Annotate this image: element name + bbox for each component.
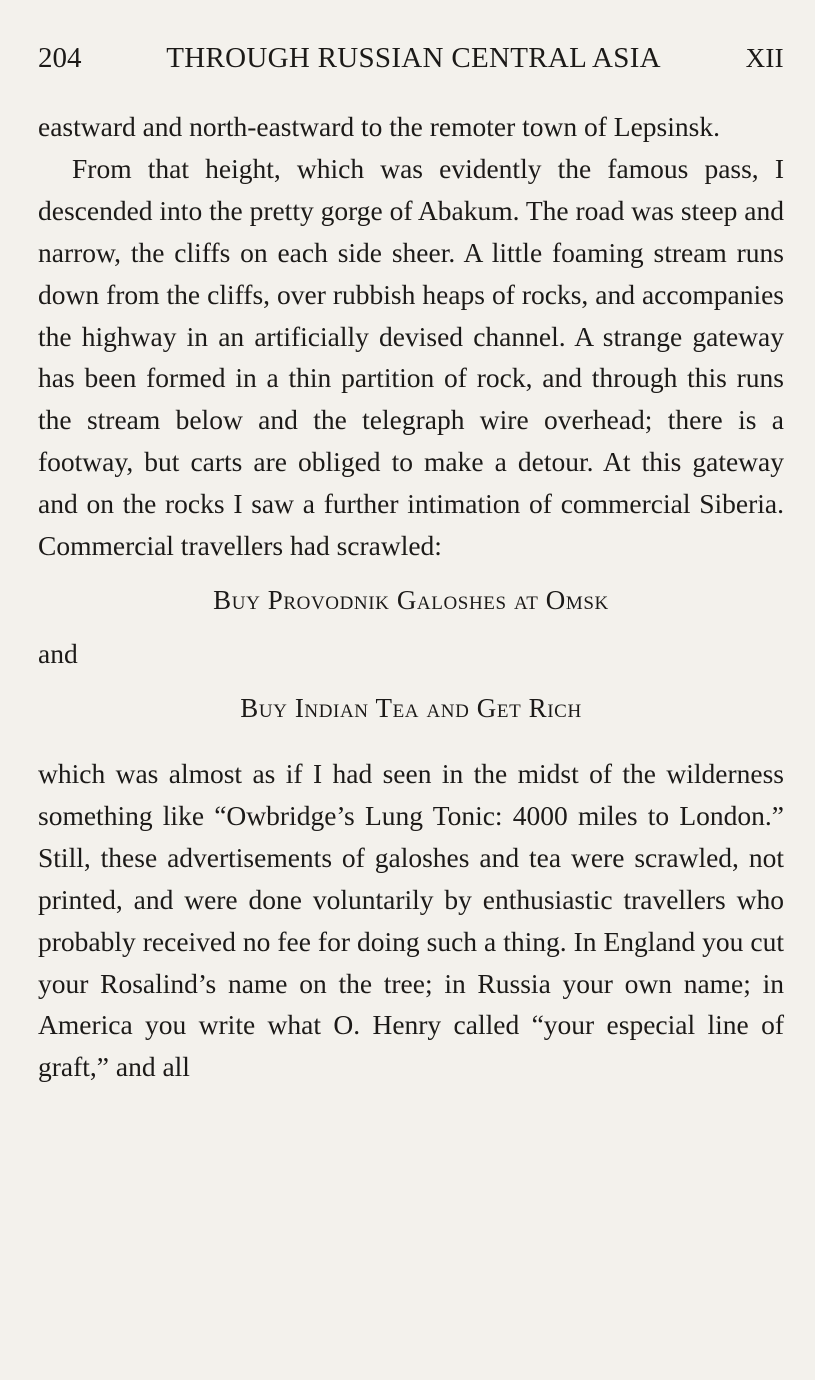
conjunction-line: and	[38, 637, 78, 669]
advertisement-tea: Buy Indian Tea and Get Rich	[240, 692, 582, 723]
paragraph-continued: eastward and north-eastward to the remoter town of Lepsinsk.	[38, 111, 720, 142]
paragraph-advertisements: which was almost as if I had seen in the midst of the wilderness something like “Owbridge’s Lung Tonic: 4000 miles to London.” Still, these advertisements of galoshes and tea were scrawled, not printed, and were done voluntarily by enthusiastic travellers who probably received no fee for doing such a thing. In England you cut your Rosalind’s name on the tree; in Russia your own name; in America you write what O. Henry called “your especial line of graft,” and all	[38, 757, 784, 1083]
chapter-number: XII	[745, 43, 784, 73]
paragraph-abakum-gorge: From that height, which was evidently the famous pass, I descended into the pretty gorge of Abakum. The road was steep and narrow, the cliffs on each side sheer. A little foaming stream runs down from the cliffs, over rubbish heaps of rocks, and accompanies the highway in an artificially devised channel. A strange gateway has been formed in a thin partition of rock, and through this runs the stream below and the telegraph wire overhead; there is a footway, but carts are obliged to make a detour. At this gateway and on the rocks I saw a further intimation of commercial Siberia. Commercial travellers had scrawled:	[38, 152, 784, 562]
page-number: 204	[38, 42, 82, 74]
running-header	[38, 36, 784, 80]
book-title: THROUGH RUSSIAN CENTRAL ASIA	[166, 42, 661, 74]
book-page	[38, 36, 784, 1088]
advertisement-galoshes: Buy Provodnik Galoshes at Omsk	[213, 584, 609, 615]
